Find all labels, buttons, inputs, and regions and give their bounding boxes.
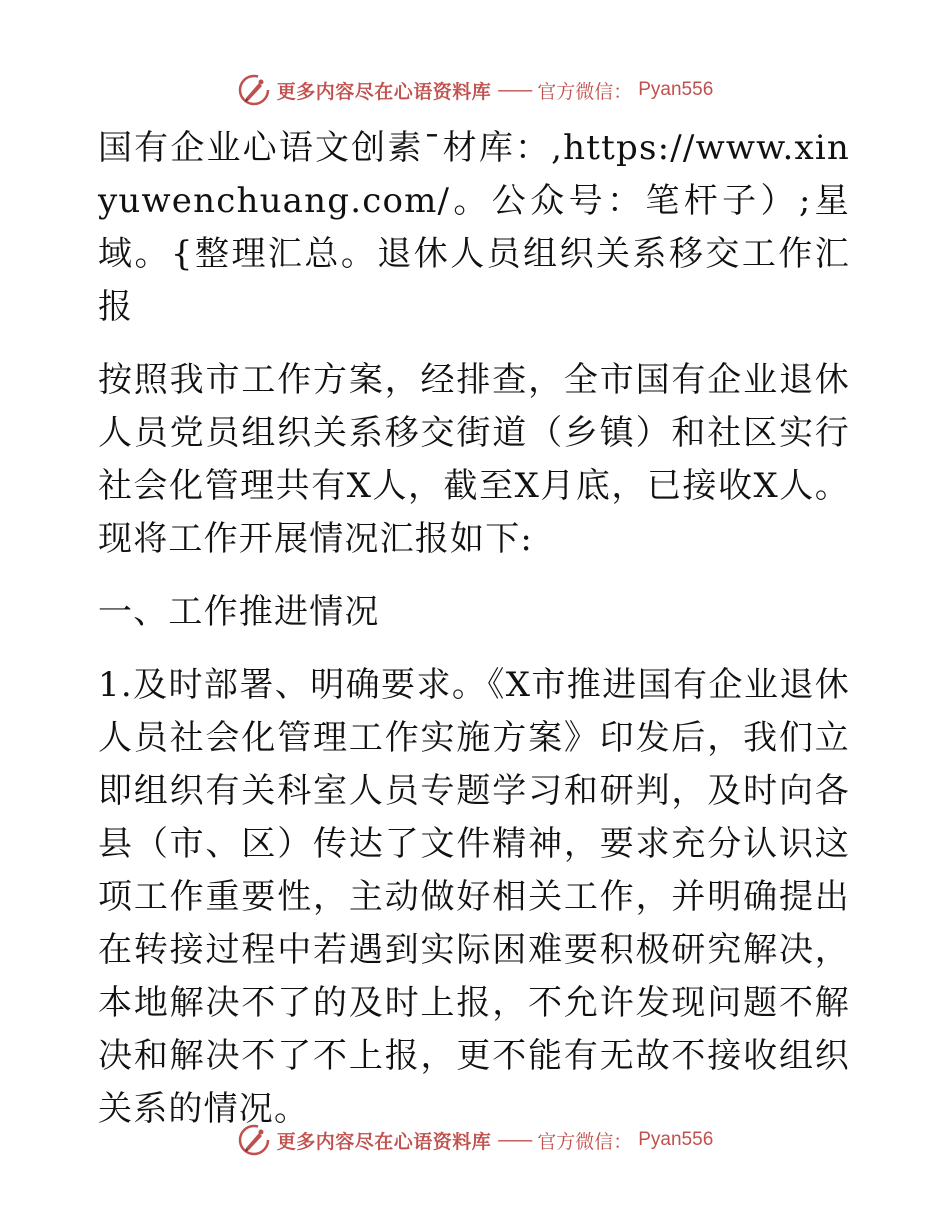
watermark-wechat-id: Pyan556 — [638, 1129, 714, 1150]
item1-paragraph: 1.及时部署、明确要求。《X市推进国有企业退休人员社会化管理工作实施方案》印发后，我们立即组织有关科室人员专题学习和研判，及时向各县（市、区）传达了文件精神，要求充分认识这项工作重要性，主动做好相关工作，并明确提出在转接过程中若遇到实际困难要积极研究解决，本地解决不了的及时上报，不允许发现问题不解决和解决不了不上报，更不能有无故不接收组织关系的情况。 — [98, 665, 850, 1129]
watermark-main-text: 更多内容尽在心语资料库 — [276, 80, 492, 103]
footer-watermark — [0, 1120, 950, 1160]
watermark-official-label: 官方微信： — [537, 1130, 633, 1153]
watermark-wechat-id: Pyan556 — [638, 79, 714, 100]
header-paragraph: 国有企业心语文创素¯材库：,https://www.xinyuwenchuang.com/。公众号：笔杆子）;星域。{整理汇总。退休人员组织关系移交工作汇报 — [98, 128, 850, 327]
watermark-separator: —— — [497, 79, 532, 101]
pen-logo-icon — [237, 1123, 271, 1157]
watermark-official-label: 官方微信： — [537, 80, 633, 103]
section-heading: 一、工作推进情况 — [98, 592, 380, 632]
pen-logo-icon — [237, 73, 271, 107]
watermark-main-text: 更多内容尽在心语资料库 — [276, 1130, 492, 1153]
header-watermark — [0, 70, 950, 110]
document-body — [98, 122, 850, 1136]
intro-paragraph: 按照我市工作方案，经排查，全市国有企业退休人员党员组织关系移交街道（乡镇）和社区实行社会化管理共有X人，截至X月底，已接收X人。现将工作开展情况汇报如下: — [98, 360, 850, 559]
watermark-separator: —— — [497, 1129, 532, 1151]
